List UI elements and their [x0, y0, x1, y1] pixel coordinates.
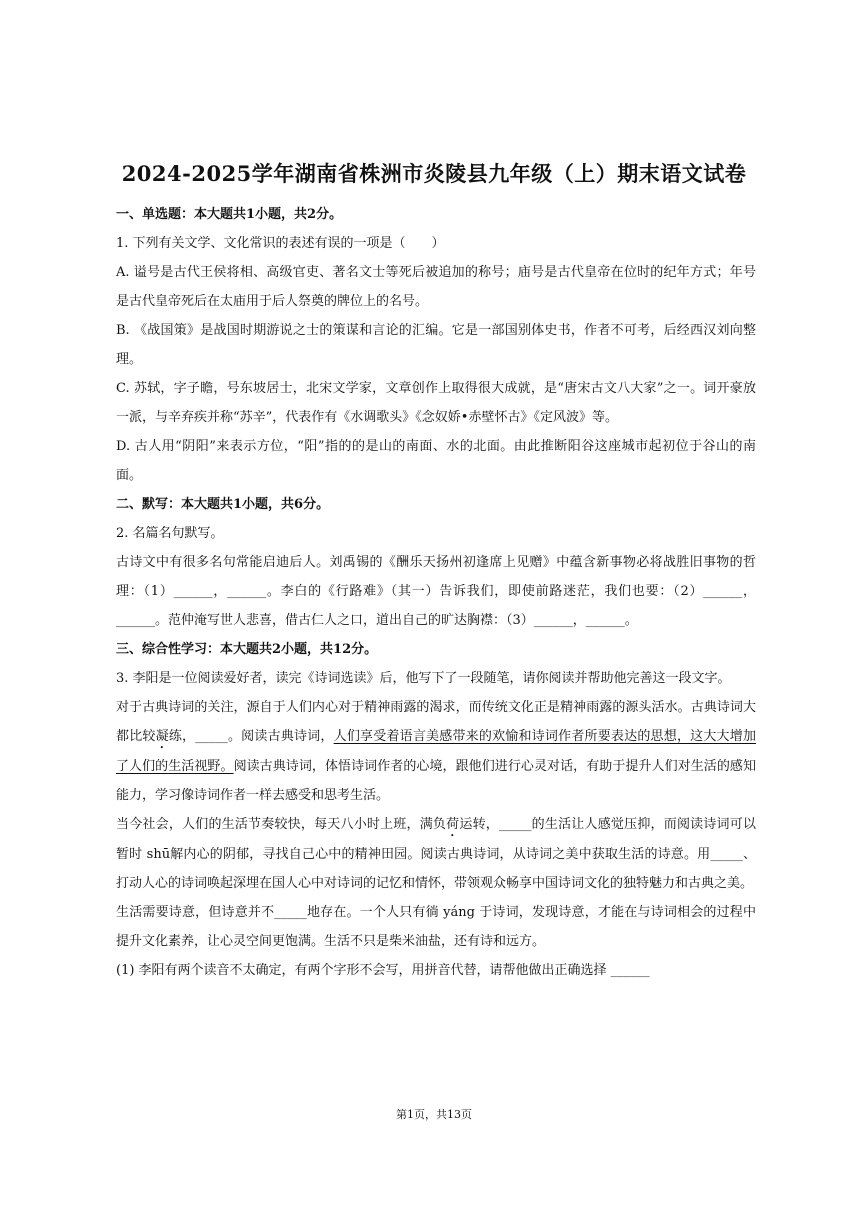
question-3-paragraph-1	[116, 693, 756, 810]
section-3-header: 三、综合性学习：本大题共2小题，共12分。	[116, 642, 378, 657]
paragraph-text: 对于古典诗词的关注，源自于人们内心对于精神雨露的渴求，而传统文化正是精神雨露的源头活水。古典诗词大都比较	[116, 700, 756, 744]
question-2-stem: 2. 名篇名句默写。	[116, 526, 224, 541]
question-2-body: 古诗文中有很多名句常能启迪后人。刘禹锡的《酬乐天扬州初逢席上见赠》中蕴含新事物必将战胜旧事物的哲理：（1）______，______。李白的《行路难》（其一）告诉我们，即使前路迷茫，我们也要：（2）______，______。范仲淹写世人悲喜，借古仁人之口，道出自己的旷达胸襟：（3）______，______。	[116, 555, 756, 628]
question-3-paragraph-3: 生活需要诗意，但诗意并不_____地存在。一个人只有徜 yáng 于诗词，发现诗意，才能在与诗词相会的过程中提升文化素养，让心灵空间更饱满。生活不只是柴米油盐，还有诗和远方。	[116, 905, 756, 949]
paragraph-text: 当今社会，人们的生活节奏较快，每天八小时上班，满负	[116, 817, 447, 832]
dotted-character: 荷	[446, 817, 460, 832]
question-1-stem: 1. 下列有关文学、文化常识的表述有误的一项是（ ）	[116, 236, 445, 251]
page-title: 2024-2025学年湖南省株洲市炎陵县九年级（上）期末语文试卷	[121, 161, 747, 186]
paragraph-text: 阅读古典诗词，体悟诗词作者的心境，跟他们进行心灵对话，有助于提升人们对生活的感知能力，学习像诗词作者一样去感受和思考生活。	[116, 759, 756, 803]
exam-content	[116, 200, 756, 985]
question-1-option-a: A. 谥号是古代王侯将相、高级官吏、著名文士等死后被追加的称号；庙号是古代皇帝在位时的纪年方式；年号是古代皇帝死后在太庙用于后人祭奠的牌位上的名号。	[116, 265, 756, 309]
question-1-option-b: B. 《战国策》是战国时期游说之士的策谋和言论的汇编。它是一部国别体史书，作者不可考，后经西汉刘向整理。	[116, 323, 756, 367]
underlined-sentence: 人们享受着语言美感带来的欢愉和诗词作者所要表达的思想，这大大增加了人们的生活视野。	[116, 729, 756, 774]
page-footer: 第1页，共13页	[396, 1108, 472, 1121]
section-1-header: 一、单选题：本大题共1小题，共2分。	[116, 207, 343, 222]
section-2-header: 二、默写：本大题共1小题，共6分。	[116, 497, 330, 512]
question-1-option-d: D. 古人用“阴阳”来表示方位，“阳”指的的是山的南面、水的北面。由此推断阳谷这座城市起初位于谷山的南面。	[116, 439, 756, 483]
question-3-subquestion-1: (1) 李阳有两个读音不太确定，有两个字形不会写，用拼音代替，请帮他做出正确选择 ______	[116, 963, 650, 978]
paragraph-text: 运转，_____的生活让人感觉压抑，而阅读诗词可以暂时 shū解内心的阴郁，寻找自己心中的精神田园。阅读古典诗词，从诗词之美中获取生活的诗意。用_____、打动人心的诗词唤起深埋在国人心中对诗词的记忆和情怀，带领观众畅享中国诗词文化的独特魅力和古典之美。	[116, 817, 756, 891]
question-1-option-c: C. 苏轼，字子瞻，号东坡居士，北宋文学家，文章创作上取得很大成就，是“唐宋古文八大家”之一。词开豪放一派，与辛弃疾并称“苏辛”，代表作有《水调歌头》《念奴娇•赤壁怀古》《定风波》等。	[116, 381, 756, 425]
paragraph-text: 练，_____。阅读古典诗词，	[168, 729, 334, 744]
question-3-stem: 3. 李阳是一位阅读爱好者，读完《诗词选读》后，他写下了一段随笔，请你阅读并帮助他完善这一段文字。	[116, 671, 731, 686]
question-3-paragraph-2	[116, 810, 756, 898]
dotted-character: 凝	[155, 729, 169, 744]
